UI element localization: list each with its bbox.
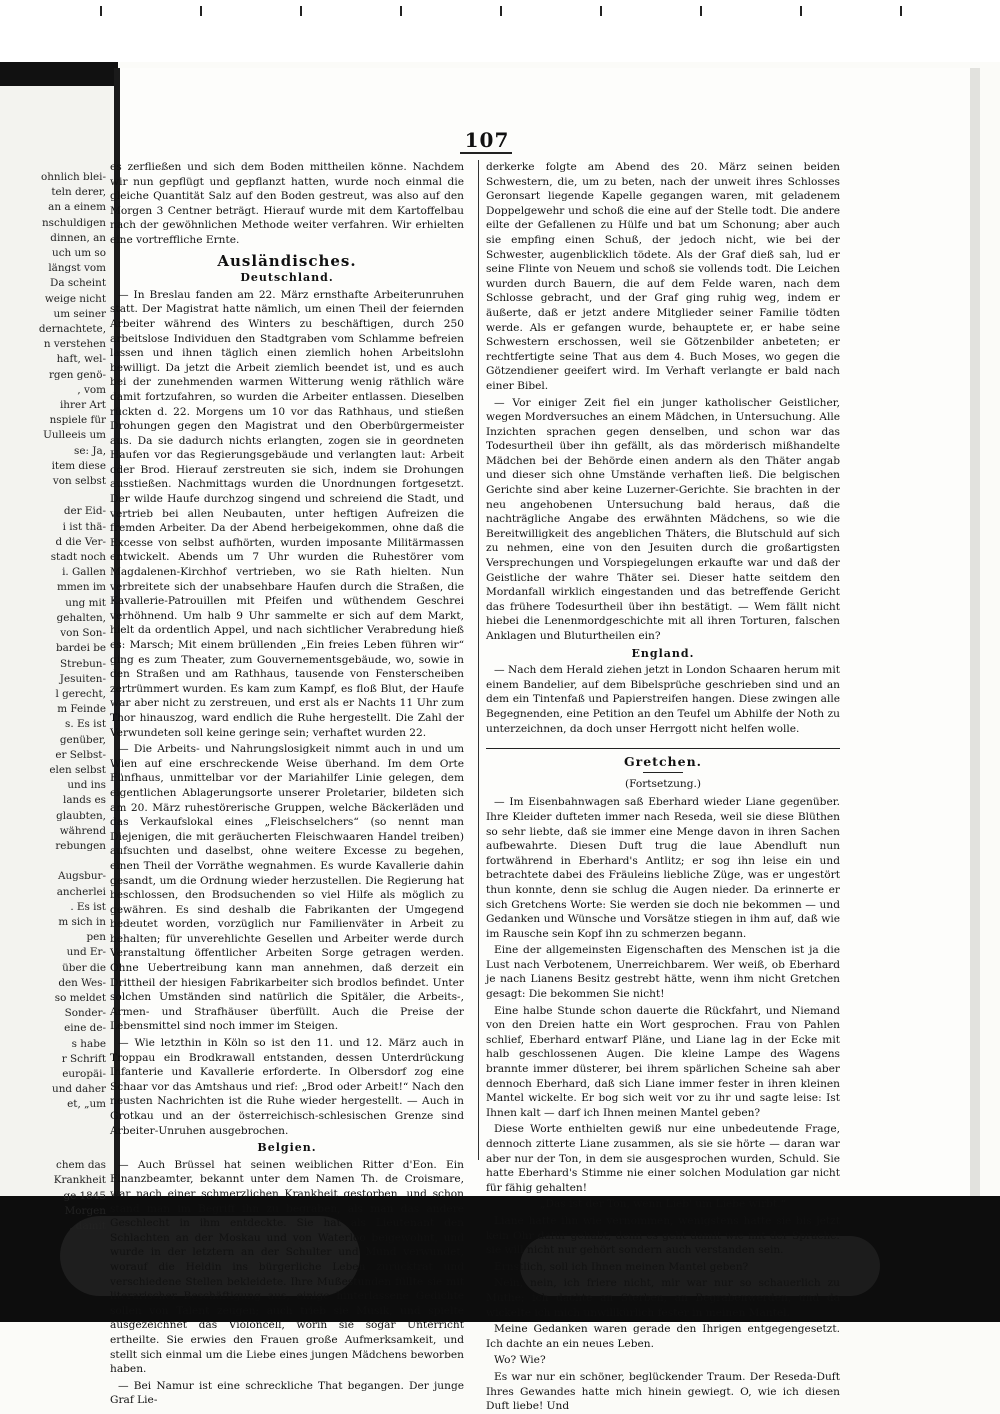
fragment-line: Morgen: [64, 1204, 106, 1217]
fragment-line: Strebun-: [60, 657, 106, 670]
fragment-line: i ist thä-: [62, 520, 106, 533]
fragment-line: ge 1845: [63, 1189, 106, 1202]
fragment-line: lands es: [63, 794, 106, 807]
fragment-line: Da scheint: [49, 277, 106, 290]
fragment-line: ung mit: [65, 596, 106, 609]
fragment-line: l gerecht,: [55, 687, 106, 700]
subheading-england: England.: [631, 646, 695, 660]
fragment-line: Uulleeis um: [43, 429, 106, 442]
fragment-line: [0, 1113, 106, 1128]
fragment-line: i. Gallen: [62, 566, 106, 579]
fragment-line: den Wes-: [58, 976, 106, 989]
fragment-line: glaubten,: [56, 809, 106, 822]
article-bruessel: — Auch Brüssel hat seinen weiblichen Ritter d'Eon. Ein Finanzbeamter, bekannt unter dem Namen Th. de Croismare, war nach einer schmerzlichen Krankheit gestorben, und schon stand man im Begriff ihn zu begraben, als man das andere Geschlecht in ihm entdeckte. Sie hat als Lieutenant den Schlachten an der Moskau und von Waterloo beigewohnt, und wurde in der letztern an der Schulter und Mund verwundet, worauf die Heldin ins bürgerliche Leben zurücktrat und verschiedene Stellen bekleidete. Ihre Mußestunden füllte sie mit literarischer Beschäftigung aus, einige hinterlassene Gedichte sollen von Talent zeugen; auch trieb sie Musik, und spielte ausgezeichnet das Violoncell, worin sie sogar Unterricht ertheilte. Sie erwies den Frauen große Aufmerksamkeit, und stellt sich einmal um die Liebe eines jungen Mädchens beworben haben.: [110, 1158, 464, 1376]
article-namur-continued: derkerke folgte am Abend des 20. März seinen beiden Schwestern, die, um zu beten, nach der unweit ihres Schlosses Geronsart liegende Kapelle gegangen waren, mit geladenem Doppelgewehr und schoß die eine auf der Stelle todt. Die andere eilte der Gefallenen zu Hülfe und bat um Schonung; aber auch sie empfing einen Schuß, der jedoch nicht, wie bei der Schwester, augenblicklich tödete. Als der Graf dieß sah, lud er seine Flinte von Neuem und schoß sie vollends todt. Die Leichen wurden durch Bauern, die auf dem Felde waren, nach dem Schlosse gebracht, und der Graf ging ruhig weg, indem er äußerte, daß er jetzt andere Mitglieder seiner Familie tödten werde. Als er gefangen wurde, behauptete er, er habe seine Schwestern erschossen, weil sie Götzenbilder anbeteten; er rechtfertigte seine That aus dem 4. Buch Moses, wo gegen die Götzendiener geeifert wird. Im Verhaft verlangte er bald nach einer Bibel.: [486, 161, 840, 392]
fragment-line: elen selbst: [49, 763, 106, 776]
fragment-line: [0, 1143, 106, 1158]
fragment-line: r Schrift: [61, 1052, 106, 1065]
feuilleton-paragraph: Nein, nein, ich friere nicht, mir war nur so schauerlich zu Muthe; ich dachte an Sterben, an Begrabenwerden, und da wickelte ich mich unwillkürlich fester in meinen Mantel.: [486, 1277, 840, 1319]
fragment-line: an a einem: [48, 201, 106, 214]
fragment-line: rgen genö-: [48, 368, 106, 381]
fragment-line: teln derer,: [51, 186, 106, 199]
feuilleton-paragraph: Meine Gedanken waren gerade den Ihrigen entgegengesetzt. Ich dachte an ein neues Leben.: [486, 1323, 840, 1350]
fragment-line: s. Es ist: [65, 718, 106, 731]
fragment-line: von selbst: [52, 475, 106, 488]
fragment-line: [0, 489, 106, 504]
feuilleton-paragraph: Diese Worte enthielten gewiß nur eine unbedeutende Frage, dennoch zitterte Liane zusammen, als sie sie hörte — daran war aber nur der Ton, in dem sie ausgesprochen wurden, Schuld. Sie hatte Eberhard's Stimme nie einer solchen Modulation gar nicht für fähig gehalten!: [486, 1123, 840, 1194]
page-number: 107: [464, 128, 510, 152]
article-namur: — Bei Namur ist eine schreckliche That begangen. Der junge Graf Lie-: [110, 1379, 464, 1407]
column-divider: [478, 160, 479, 1160]
fragment-line: weige nicht: [44, 292, 106, 305]
fragment-line: haft, wel-: [56, 353, 106, 366]
feuilleton-quote: „Das ist der Ton, wenn Lieb' um Liebe wirbt.“: [539, 1198, 786, 1211]
subheading-deutschland: Deutschland.: [240, 271, 334, 285]
fragment-line: genüber,: [59, 733, 106, 746]
feuilleton-title: Gretchen.: [623, 754, 703, 770]
fragment-line: Jesuiten-: [59, 672, 106, 685]
fragment-line: von Son-: [60, 627, 106, 640]
fragment-line: dernachtete,: [38, 323, 106, 336]
article-luzern: — Vor einiger Zeit fiel ein junger katholischer Geistlicher, wegen Mordversuches an einem Mädchen, in Untersuchung. Alle Inzichten sprachen gegen denselben, und schon war das Todesurtheil über ihn gefällt, als das mörderisch mißhandelte Mädchen bei der Behörde einen andern als den Thäter angab und dieser sich ohne Umstände verhaften ließ. Die belgischen Gerichte sind aber keine Luzerner-Gerichte. Sie brachten in der neu angehobenen Untersuchung bald heraus, daß die nachträgliche Angabe des erwähnten Mädchens, so wie die Bereitwilligkeit des angeblichen Thäters, die Blutschuld auf sich zu nehmen, eine von den Jesuiten durch die großartigsten Versprechungen und Vorspiegelungen erkaufte war und daß der Geistliche der wahre Thäter sei. Dieser hatte seitdem den Mordanfall wirklich eingestanden und das betreffende Gericht das frühere Todesurtheil über ihn bestätigt. — Wem fällt nicht hiebei die Lenenmordgeschichte mit all ihren Torturen, falschen Anklagen und Bluturtheilen ein?: [486, 396, 840, 642]
fragment-line: , vom: [77, 383, 106, 396]
fragment-line: über die: [62, 961, 106, 974]
fragment-line: item diese: [51, 459, 106, 472]
fragment-line: d die Ver-: [55, 535, 106, 548]
fragment-line: Krankheit: [53, 1174, 106, 1187]
article-wien: — Die Arbeits- und Nahrungslosigkeit nimmt auch in und um Wien auf eine erschreckende Weise überhand. Im dem Orte Fünfhaus, unmittelbar vor der Mariahilfer Linie gelegen, dem eigentlichen Ablagerungsorte unserer Proletarier, bildeten sich am 20. März ruhestörerische Gruppen, welche Bäckerläden und das Verkaufslokal eines „Fleischselchers“ (so nennt man Diejenigen, die mit geräucherten Fleischwaaren Handel treiben) aufsuchten und daselbst, ohne weitere Excesse zu begehen, einen Theil der Vorräthe wegnahmen. Es wurde Kavallerie dahin gesandt, um die Ordnung wieder herzustellen. Die Regierung hat beschlossen, den Brodsuchenden so viel Hilfe als möglich zu gewähren. Es sind deshalb die Fabrikanten der Umgegend bedeutet worden, vorzüglich nur Familienväter in Arbeit zu behalten; für unverehlichte Gesellen und Arbeiter werde durch Veranstaltung öffentlicher Arbeiten Sorge getragen werden. Ohne Uebertreibung kann man annehmen, daß derzeit ein Drittheil der hiesigen Fabrikarbeiter sich brodlos befindet. Unter solchen Umständen sind natürlich die Spitäler, die Arbeits-, Armen- und Strafhäuser überfüllt. Auch die Preise der Lebensmittel sind noch immer im Steigen.: [110, 743, 464, 1033]
fragment-line: er Selbst-: [55, 748, 106, 761]
fragment-line: um seiner: [53, 307, 106, 320]
feuilleton-paragraph: Wo? Wie?: [494, 1354, 546, 1367]
article-koeln: — Wie letzthin in Köln so ist den 11. und 12. März auch in Troppau ein Brodkrawall entstanden, dessen Unterdrückung Infanterie und Kavallerie erforderte. In Olbersdorf zog eine Schaar vor das Amtshaus und rief: „Brod oder Arbeit!“ Nach den neusten Nachrichten ist die Ruhe wieder hergestellt. — Auch in Grotkau und an der österreichisch-schlesischen Grenze sind Arbeiter-Unruhen ausgebrochen.: [110, 1037, 464, 1137]
fragment-line: ancherlei: [56, 885, 106, 898]
fragment-line: se: Ja,: [74, 444, 106, 457]
feuilleton-rule: [486, 748, 840, 749]
fragment-line: chem das: [56, 1159, 106, 1172]
page-number-rule: [460, 152, 512, 154]
fragment-line: . Es ist: [70, 900, 106, 913]
fragment-line: längst vom: [48, 262, 106, 275]
scanner-strip: [0, 30, 1000, 62]
fragment-line: nspiele für: [49, 414, 106, 427]
fragment-line: [0, 854, 106, 869]
scanner-top-margin: [0, 0, 1000, 32]
fragment-line: nschuldigen: [41, 216, 106, 229]
feuilleton-title-rule: [643, 772, 683, 773]
fragment-line: mmen im: [56, 581, 106, 594]
section-heading-auslaendisches: Ausländisches.: [217, 251, 357, 270]
fragment-line: und daher: [52, 1083, 106, 1096]
fragment-line: bardei be: [55, 642, 106, 655]
fragment-line: während: [59, 824, 106, 837]
article-opening: es zerfließen und sich dem Boden mittheilen könne. Nachdem wir nun gepflügt und gepflanzt hatten, wurde noch einmal die gleiche Quantität Salz auf den Boden gestreut, was also auf den Morgen 3 Centner beträgt. Hierauf wurde mit dem Kartoffelbau nach der gewöhnlichen Methode weiter verfahren. Wir erhielten eine vortreffliche Ernte.: [110, 161, 464, 246]
fragment-line: uch um so: [52, 247, 106, 260]
article-london: — Nach dem Herald ziehen jetzt in London Schaaren herum mit einem Bandelier, auf dem Bibelsprüche geschrieben sind und an dem ein Tintenfaß und Papierstreifen hangen. Diese zwingen alle Begegnenden, eine Petition an den Teufel um Abhilfe der Noth zu unterzeichnen, da doch unser Herrgott nicht helfen wolle.: [486, 664, 840, 735]
right-column: [486, 160, 840, 1413]
subheading-belgien: Belgien.: [257, 1141, 317, 1155]
fragment-line: , damit: [69, 1220, 106, 1233]
fragment-line: et, „um: [67, 1098, 106, 1111]
fragment-line: eine de-: [64, 1022, 106, 1035]
fragment-line: ihrer Art: [59, 399, 106, 412]
fragment-line: rebungen: [55, 839, 106, 852]
fragment-line: europäi-: [62, 1067, 106, 1080]
fragment-line: Augsbur-: [57, 870, 106, 883]
feuilleton-paragraph: — Im Eisenbahnwagen saß Eberhard wieder Liane gegenüber. Ihre Kleider dufteten immer nach Reseda, weil sie diese Blüthen so sehr liebte, daß sie immer eine Menge davon in ihren Sachen aufbewahrte. Diesen Duft trug die laue Abendluft nun fortwährend in Eberhard's Antlitz; er sog ihn leise ein und betrachtete dabei des Fräuleins liebliche Züge, was er ungestört thun konnte, denn sie schlug die Augen nieder. Da erinnerte er sich Gretchens Worte: Sie werden sie doch nie bekommen — und Gedanken und Wünsche und Vorsätze stiegen in ihm auf, daß wie im Rausche sein Kopf ihn zu schmerzen begann.: [486, 796, 840, 940]
feuilleton-paragraph: Es war nur ein schöner, beglückender Traum. Der Reseda-Duft Ihres Gewandes hatte mich hinein gewiegt. O, wie ich diesen Duft liebe! Und: [486, 1370, 840, 1413]
feuilleton-subtitle: (Fortsetzung.): [624, 777, 702, 790]
feuilleton-paragraph: Liane hatte ihn wie vernommen, wenigstens hatte sie bis jetzt kein Ohr dafür gehabt; denn es geht damit wie mit der Sprache: sie will nicht nur gehört sondern auch verstanden sein.: [486, 1214, 840, 1257]
fragment-line: m sich in: [58, 915, 106, 928]
fragment-line: n verstehen: [43, 338, 106, 351]
fragment-line: [0, 1128, 106, 1143]
fragment-line: ohnlich blei-: [40, 171, 106, 183]
fragment-line: s habe: [71, 1037, 106, 1050]
fragment-line: dinnen, an: [50, 231, 106, 244]
feuilleton-paragraph: Ernstlich, soll ich Ihnen meinen Mantel geben?: [494, 1260, 749, 1273]
left-column: [110, 160, 464, 1407]
fragment-line: stadt noch: [50, 551, 106, 564]
fragment-line: Sonder-: [64, 1007, 106, 1020]
fragment-line: pen: [86, 931, 106, 944]
fragment-line: und Er-: [66, 946, 106, 959]
fragment-line: gehalten,: [56, 611, 106, 624]
feuilleton-paragraph: Eine halbe Stunde schon dauerte die Rückfahrt, und Niemand von den Dreien hatte ein Wort gesprochen. Frau von Pahlen schlief, Eberhard entwarf Pläne, und Liane lag in der Ecke mit halb geschlossenen Augen. Die kleine Lampe des Wagens brannte immer düsterer, bei ihrem spärlichen Scheine sah aber dennoch Eberhard, daß sich Liane immer fester in ihren kleinen Mantel wickelte. Er bog sich weit vor zu ihr und sagte leise: Ist Ihnen kalt — darf ich Ihnen meinen Mantel geben?: [486, 1004, 840, 1119]
fragment-line: und ins: [67, 779, 106, 792]
feuilleton-paragraph: Eine der allgemeinsten Eigenschaften des Menschen ist ja die Lust nach Verbotenem, Unerreichbarem. Wer weiß, ob Eberhard je nach Lianens Besitz gestrebt hätte, wenn ihm nicht Gretchen gesagt: Die bekommen Sie nicht!: [486, 944, 840, 1001]
previous-page-text-fragment: [0, 170, 112, 1233]
article-breslau: — In Breslau fanden am 22. März ernsthafte Arbeiterunruhen statt. Der Magistrat hatte nämlich, um einen Theil der feiernden Arbeiter während des Winters zu beschäftigen, durch 250 arbeitslose Individuen den Stadtgraben vom Schlamme befreien lassen und ihnen täglich einen ziemlich hohen Arbeitslohn bewilligt. Da jetzt die Arbeit ziemlich beendet ist, und es auch bei der zunehmenden warmen Witterung wenig räthlich wäre damit fortzufahren, so wurden die Arbeiter entlassen. Dieselben rückten d. 22. Morgens um 10 vor das Rathhaus, und stießen Drohungen gegen den Magistrat und den Oberbürgermeister aus. Da sie dadurch nichts erlangten, zogen sie in geordneten Haufen vor das Regierungsgebäude und verlangten laut: Arbeit oder Brod. Hierauf zerstreuten sie sich, indem sie Drohungen ausstießen. Nachmittags wurden die Unordnungen fortgesetzt. Der wilde Haufe durchzog singend und schreiend die Stadt, und vertrieb bei allen Neubauten, unter heftigen Aufreizen die fremden Arbeiter. Da der Abend herbeigekommen, ohne daß die Excesse von selbst aufhörten, wurden imposante Militärmassen entwickelt. Abends um 7 Uhr wurden die Ruhestörer vom Magdalenen-Kirchhof vertrieben, wo sie Rath hielten. Nun verbreitete sich der unabsehbare Haufen durch die Straßen, die Kavallerie-Patrouillen mit Pfeifen und wüthendem Geschrei verhöhnend. Um halb 9 Uhr sammelte er sich auf dem Markt, hielt da ordentlich Appel, und nach sichtlicher Verabredung hieß es: Marsch; Mit einem brüllenden „Ein freies Leben führen wir“ ging es zum Theater, zum Gouvernementsgebäude, wo, sowie in den Straßen und am Rathhaus, tausende von Fensterscheiben zertrümmert wurden. Es kam zum Kampf, es floß Blut, der Haufe war aber nicht zu zerstreuen, und erst als er Nachts 11 Uhr zum Thor hinauszog, ward endlich die Ruhe hergestellt. Die Zahl der Verwundeten soll keine geringe sein; verhaftet wurden 22.: [110, 288, 464, 739]
fragment-line: der Eid-: [63, 505, 106, 518]
fragment-line: m Feinde: [57, 703, 106, 716]
fragment-line: so meldet: [54, 991, 106, 1004]
